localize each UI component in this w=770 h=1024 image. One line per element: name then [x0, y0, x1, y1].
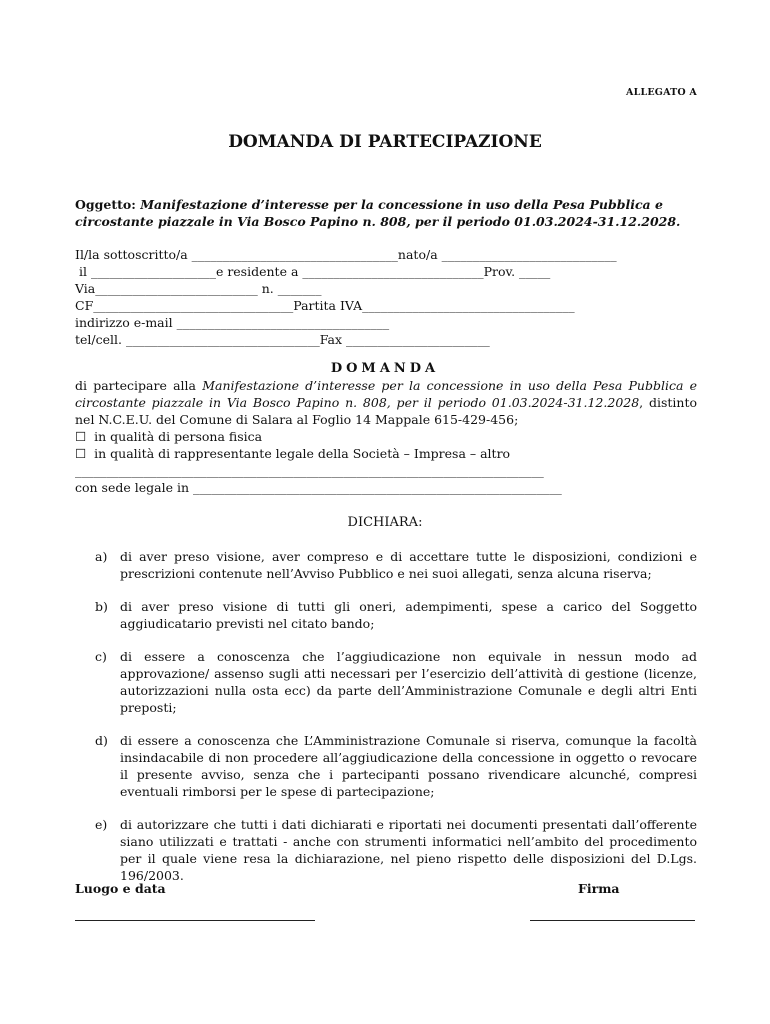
list-item-letter: c) [95, 649, 107, 664]
list-item-letter: d) [95, 733, 108, 748]
dichiara-list [75, 548, 697, 900]
page-title: DOMANDA DI PARTECIPAZIONE [228, 132, 542, 152]
oggetto-label: Oggetto: [75, 197, 136, 212]
list-item-text: di aver preso visione di tutti gli oneri, adempimenti, spese a carico del Soggetto aggiudicatario previsti nel citato bando; [120, 599, 697, 631]
domanda-italic: Manifestazione d’interesse per la concessione in uso della Pesa Pubblica e circostante piazzale in Via Bosco Papino n. 808, per il periodo 01.03.2024-31.12.2028 [75, 378, 697, 410]
list-item-letter: e) [95, 817, 108, 832]
personal-fields [75, 246, 617, 348]
firma-label: Firma [578, 881, 620, 896]
oggetto-paragraph [75, 196, 695, 230]
list-item-letter: a) [95, 549, 108, 564]
field-line-via: Via__________________________ n. _______ [75, 281, 322, 296]
allegato-label: ALLEGATO A [626, 87, 697, 98]
option-persona-fisica: ☐ in qualità di persona fisica [75, 429, 263, 444]
field-line-email: indirizzo e-mail __________________________________ [75, 315, 390, 330]
option-blank-line: ___________________________________________________________________________ [75, 463, 544, 478]
domanda-rest: , distinto nel N.C.E.U. del Comune di Salara al Foglio 14 Mappale 615-429-456; [75, 395, 697, 427]
list-item-text: di essere a conoscenza che L’Amministrazione Comunale si riserva, comunque la facoltà insindacabile di non procedere all’aggiudicazione della concessione in oggetto o revocare il presente avviso, senza che i partecipanti possano rivendicare alcunché, compresi eventuali rimborsi per le spese di partecipazione; [120, 733, 697, 799]
list-item [75, 816, 697, 884]
oggetto-text: Manifestazione d’interesse per la concessione in uso della Pesa Pubblica e circostante piazzale in Via Bosco Papino n. 808, per il periodo 01.03.2024-31.12.2028. [75, 197, 681, 229]
list-item-text: di aver preso visione, aver compreso e di accettare tutte le disposizioni, condizioni e prescrizioni contenute nell’Avviso Pubblico e nei suoi allegati, senza alcuna riserva; [120, 549, 697, 581]
list-item [75, 598, 697, 632]
qualita-options [75, 428, 562, 496]
list-item-text: di essere a conoscenza che l’aggiudicazione non equivale in nessun modo ad approvazione/ assenso sugli atti necessari per l’esercizio dell’attività di gestione (licenze, autorizzazioni nulla osta ecc) da parte dell’Amministrazione Comunale e degli altri Enti preposti; [120, 649, 697, 715]
list-item [75, 648, 697, 716]
domanda-paragraph [75, 377, 697, 428]
field-line-cf: CF________________________________Partita IVA__________________________________ [75, 298, 575, 313]
field-line-sottoscritto: Il/la sottoscritto/a _________________________________nato/a ____________________________ [75, 247, 617, 262]
field-line-nascita: il ____________________e residente a _____________________________Prov. _____ [75, 264, 551, 279]
luogo-data-line [75, 920, 315, 921]
firma-line [530, 920, 695, 921]
option-rappresentante: ☐ in qualità di rappresentante legale della Società – Impresa – altro [75, 446, 511, 461]
list-item [75, 732, 697, 800]
dichiara-heading: DICHIARA: [347, 515, 423, 530]
domanda-intro: di partecipare alla [75, 378, 203, 393]
domanda-heading: DOMANDA [330, 361, 440, 376]
list-item [75, 548, 697, 582]
list-item-text: di autorizzare che tutti i dati dichiarati e riportati nei documenti presentati dall’offerente siano utilizzati e trattati - anche con strumenti informatici nell’ambito del procedimento per il quale viene resa la dichiarazione, nel pieno rispetto delle disposizioni del D.Lgs. 196/2003. [120, 817, 697, 883]
list-item-letter: b) [95, 599, 108, 614]
field-line-tel: tel/cell. _______________________________Fax _______________________ [75, 332, 490, 347]
option-sede-legale: con sede legale in ___________________________________________________________ [75, 480, 562, 495]
luogo-data-label: Luogo e data [75, 881, 166, 896]
